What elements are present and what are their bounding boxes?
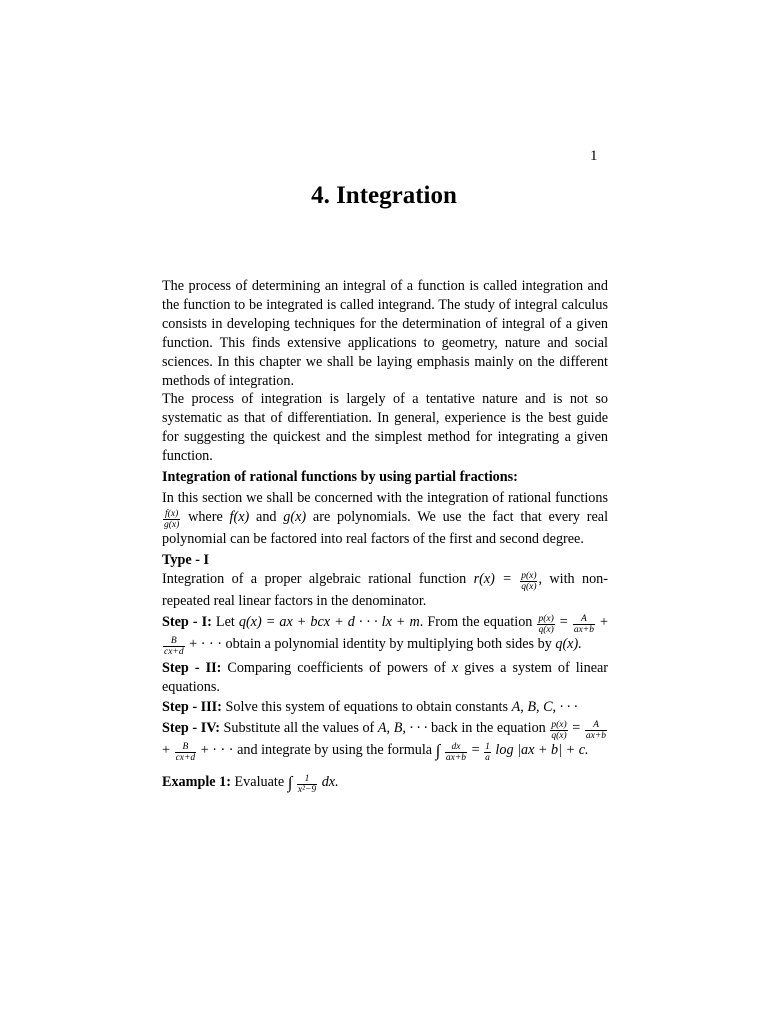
example-1: Example 1: Evaluate ∫ $\frac{1}{\text{x²−9}}$ dx.: [162, 773, 339, 796]
fraction-f-over-g: $\frac{f(x)}{g(x)}$: [164, 508, 180, 530]
step-2: Step - II: Comparing coefficients of powers of x gives a system of linear equations.: [162, 659, 609, 695]
type-paragraph: Integration of a proper algebraic rational function r(x) = $\frac{p(x)}{q(x)}$ , with non-repeated real linear factors in the denominator.: [162, 570, 609, 609]
chapter-title: 4. Integration: [311, 182, 457, 209]
intro-paragraph-2: The process of integration is largely of a tentative nature and is not so systematic as that of differentiation. In general, experience is the best guide for suggesting the quickest and the simplest method for integrating a given function.: [162, 391, 608, 465]
page-number: 1: [590, 148, 598, 164]
fraction-p-over-q: $\frac{p(x)}{q(x)}$: [521, 570, 537, 592]
page-body: [162, 277, 608, 795]
step-3: Step - III: Solve this system of equations to obtain constants A, B, C, · · ·: [162, 699, 578, 716]
integral-sign: ∫: [287, 773, 293, 793]
step-1: Step - I: Let q(x) = ax + bcx + d · · · lx + m. From the equation $\frac{p(x)}{q(x)}$ = $\frac{A}{ax+b}$ + $\frac{B}{cx+d}$ + · · · obtain a polynomial identity by multiplying both sides by q(x).: [162, 613, 609, 657]
type-heading: Type - I: [162, 551, 210, 568]
integral-sign: ∫: [435, 741, 441, 761]
intro-paragraph-1: The process of determining an integral of a function is called integration and the function to be integrated is called integrand. The study of integral calculus consists in developing techniques for the determination of integral of a given function. This finds extensive applications to geometry, nature and social sciences. In this chapter we shall be laying emphasis mainly on the different methods of integration.: [162, 278, 608, 389]
step-4: Step - IV: Substitute all the values of A, B, · · · back in the equation $\frac{p(x)}{q(x)}$ = $\frac{A}{ax+b}$ + $\frac{B}{cx+d}$ + · · · and integrate by using the formula ∫ $\frac{dx}{ax+b}$ = $\frac{1}{a}$ log |ax + b| + c.: [162, 720, 607, 764]
section-paragraph: In this section we shall be concerned with the integration of rational functions $\frac{f(x)}{g(x)}$ where f(x) and g(x) are polynomials. We use the fact that every real polynomial can be factored into real factors of the first and second degree.: [162, 489, 609, 547]
section-heading: Integration of rational functions by using partial fractions:: [162, 469, 518, 486]
